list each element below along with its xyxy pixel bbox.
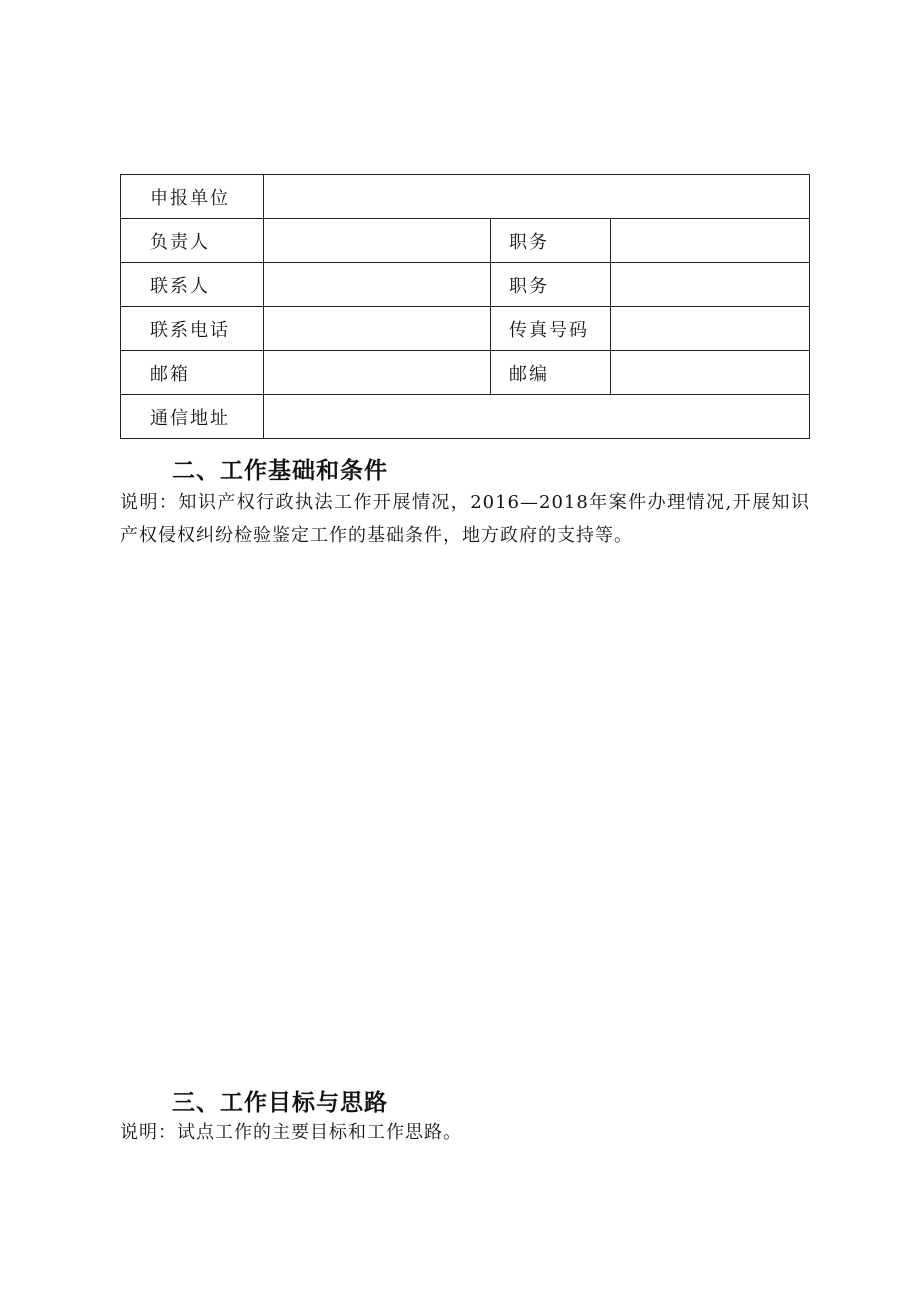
value-fax xyxy=(611,307,810,351)
applicant-info-table xyxy=(120,174,810,439)
label-email: 邮箱 xyxy=(121,351,264,395)
section-heading-work-foundation: 二、工作基础和条件 xyxy=(172,458,388,484)
value-postcode xyxy=(611,351,810,395)
label-postcode: 邮编 xyxy=(491,351,611,395)
label-person-in-charge: 负责人 xyxy=(121,219,264,263)
value-phone xyxy=(264,307,491,351)
value-contact-person xyxy=(264,263,491,307)
label-address: 通信地址 xyxy=(121,395,264,439)
table-row xyxy=(121,395,810,439)
value-person-in-charge xyxy=(264,219,491,263)
value-email xyxy=(264,351,491,395)
section-description-work-foundation: 说明：知识产权行政执法工作开展情况，2016—2018年案件办理情况,开展知识产权侵权纠纷检验鉴定工作的基础条件，地方政府的支持等。 xyxy=(120,492,810,546)
value-address xyxy=(264,395,810,439)
label-applicant-unit: 申报单位 xyxy=(121,175,264,219)
table-row xyxy=(121,263,810,307)
value-position-2 xyxy=(611,263,810,307)
value-applicant-unit xyxy=(264,175,810,219)
label-position-2: 职务 xyxy=(491,263,611,307)
label-fax: 传真号码 xyxy=(491,307,611,351)
label-phone: 联系电话 xyxy=(121,307,264,351)
label-position-1: 职务 xyxy=(491,219,611,263)
table-row xyxy=(121,307,810,351)
value-position-1 xyxy=(611,219,810,263)
table-row xyxy=(121,219,810,263)
section-description-goals: 说明：试点工作的主要目标和工作思路。 xyxy=(120,1122,462,1143)
table-row xyxy=(121,351,810,395)
label-contact-person: 联系人 xyxy=(121,263,264,307)
section-heading-goals: 三、工作目标与思路 xyxy=(172,1090,388,1116)
table-row xyxy=(121,175,810,219)
